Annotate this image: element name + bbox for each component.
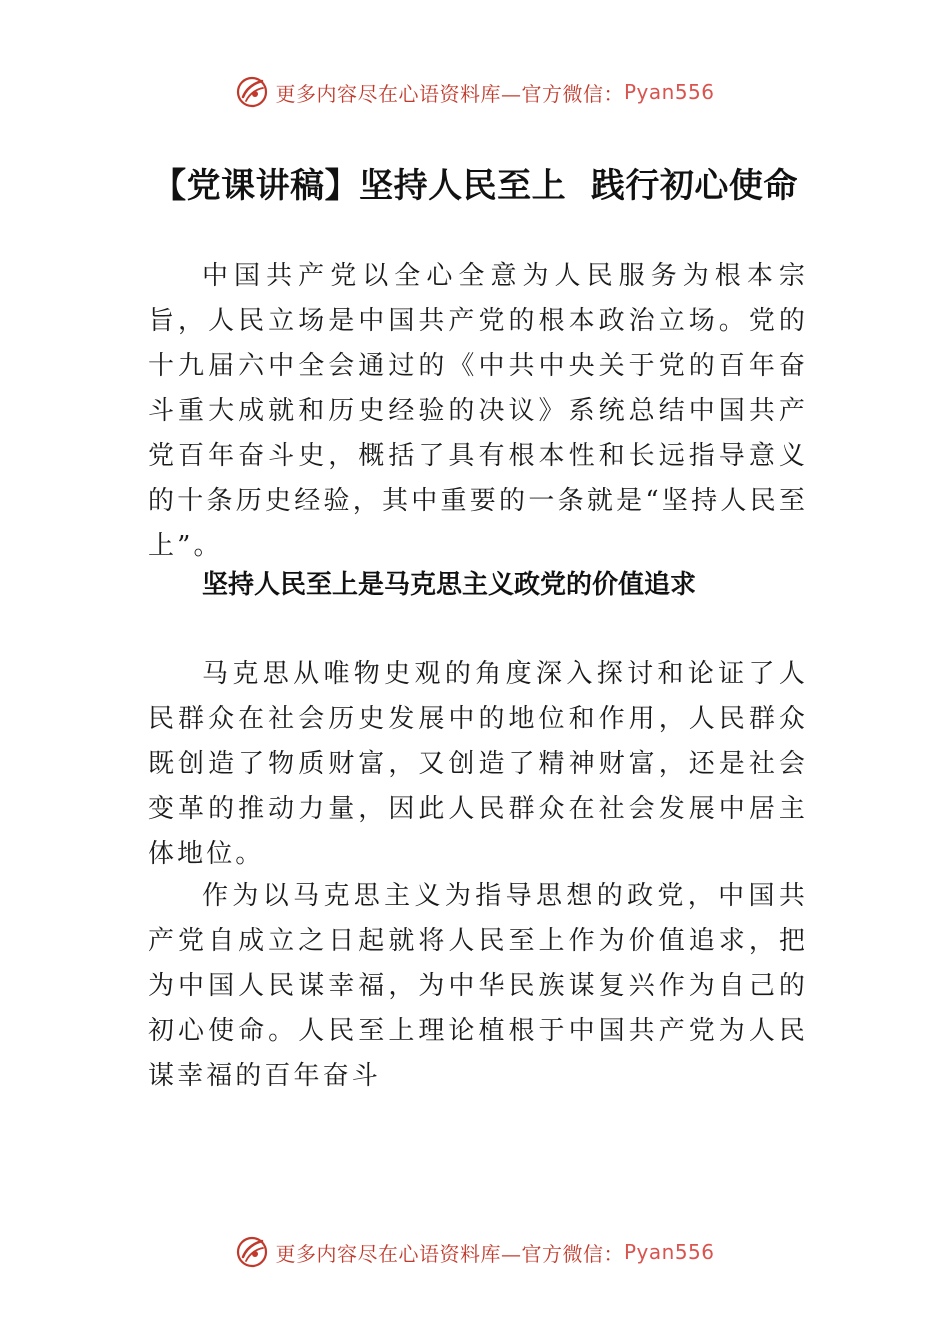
header-watermark <box>0 72 950 112</box>
watermark-text: 更多内容尽在心语资料库—官方微信： <box>275 1241 624 1266</box>
watermark-id: Pyan556 <box>623 1240 715 1264</box>
paragraph-2: 马克思从唯物史观的角度深入探讨和论证了人民群众在社会历史发展中的地位和作用，人民群众既创造了物质财富，又创造了精神财富，还是社会变革的推动力量，因此人民群众在社会发展中居主体地位。 <box>148 659 808 869</box>
logo-icon <box>235 75 269 109</box>
watermark-text: 更多内容尽在心语资料库—官方微信： <box>275 81 624 106</box>
paragraph-1: 中国共产党以全心全意为人民服务为根本宗旨，人民立场是中国共产党的根本政治立场。党的十九届六中全会通过的《中共中央关于党的百年奋斗重大成就和历史经验的决议》系统总结中国共产党百年奋斗史，概括了具有根本性和长远指导意义的十条历史经验，其中重要的一条就是“坚持人民至上”。 <box>148 261 808 561</box>
logo-icon <box>235 1235 269 1269</box>
document-title: 【党课讲稿】坚持人民至上 践行初心使命 <box>152 166 798 206</box>
footer-watermark <box>0 1232 950 1272</box>
watermark-id: Pyan556 <box>623 80 715 104</box>
paragraph-3: 作为以马克思主义为指导思想的政党，中国共产党自成立之日起就将人民至上作为价值追求，把为中国人民谋幸福，为中华民族谋复兴作为自己的初心使命。人民至上理论植根于中国共产党为人民谋幸福的百年奋斗 <box>148 881 808 1091</box>
section-heading: 坚持人民至上是马克思主义政党的价值追求 <box>202 570 697 600</box>
